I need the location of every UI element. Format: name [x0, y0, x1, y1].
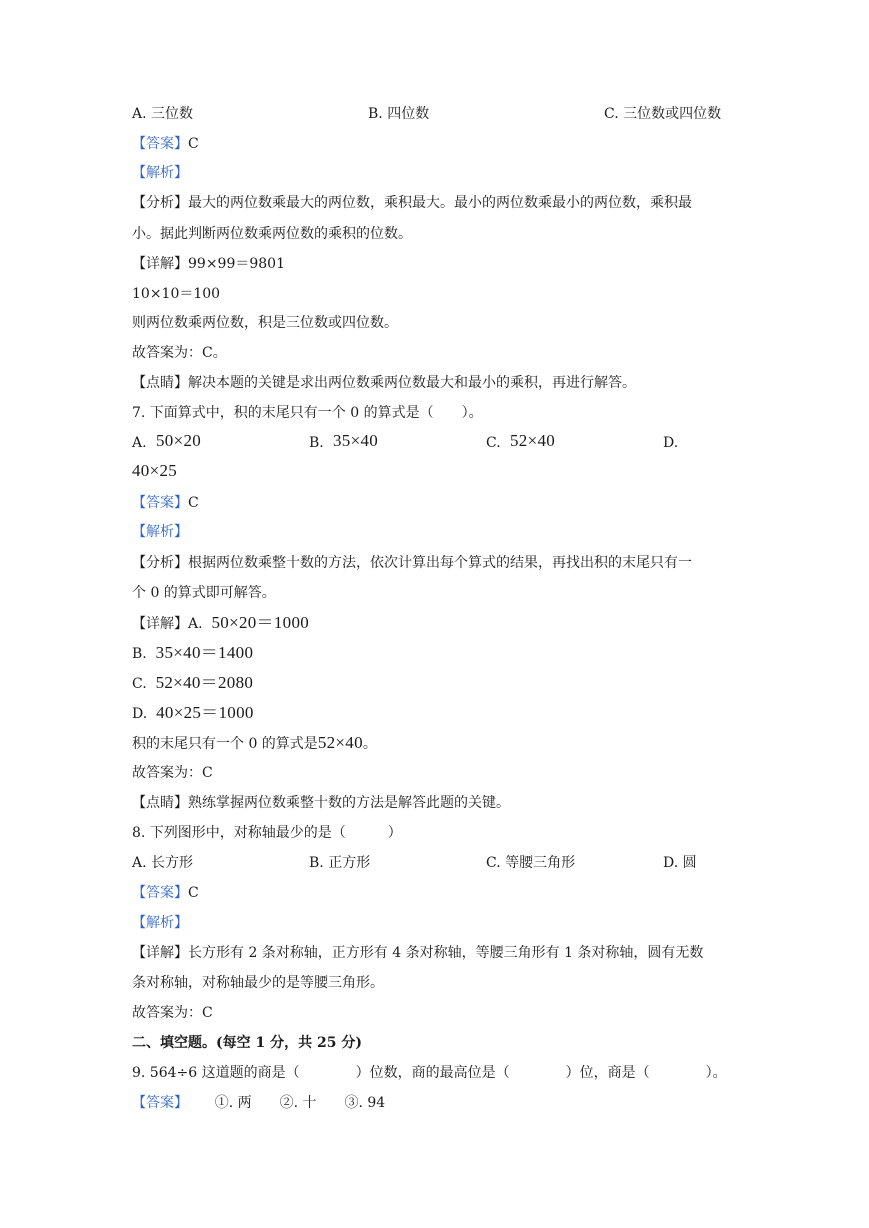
- q7-fenxi-line1: [132, 554, 692, 572]
- q9-question: 9. 564÷6 这道题的商是（ ）位数，商的最高位是（ ）位，商是（ ）。: [132, 1065, 727, 1081]
- q7-dianjing: [132, 794, 510, 812]
- q7-fenxi-line2: 个 0 的算式即可解答。: [132, 585, 276, 601]
- q8-question: 8. 下列图形中，对称轴最少的是（ ）: [132, 825, 402, 841]
- fenxi-tag: 【分析】: [132, 555, 188, 571]
- q7-option-d-label: D.: [663, 435, 679, 451]
- result-prefix: 积的末尾只有一个 0 的算式是: [132, 736, 318, 752]
- q7-detail-d: [132, 704, 254, 723]
- q8-detail-line2: 条对称轴，对称轴最少的是等腰三角形。: [132, 975, 384, 991]
- answer-values: ①. 两 ②. 十 ③. 94: [214, 1095, 386, 1111]
- q7-answer: [132, 494, 199, 512]
- fenxi-tag: 【分析】: [132, 195, 188, 211]
- answer-tag: 【答案】: [132, 136, 188, 152]
- detail-tag: 【详解】: [132, 256, 188, 272]
- q7-option-d-expr: 40×25: [132, 461, 178, 480]
- dianjing-tag: 【点睛】: [132, 795, 188, 811]
- answer-tag: 【答案】: [132, 1095, 188, 1111]
- q7-detail-b: [132, 644, 253, 663]
- q6-detail-line1: [132, 255, 285, 273]
- q6-detail-line3: 则两位数乘两位数，积是三位数或四位数。: [132, 315, 398, 331]
- q6-answer: [132, 135, 199, 153]
- q8-option-b: B. 正方形: [309, 855, 371, 871]
- q7-detail-a: [132, 614, 309, 633]
- q8-conclusion: 故答案为：C: [132, 1005, 213, 1021]
- q7-analysis-tag: 【解析】: [132, 524, 188, 540]
- q7-option-b-label: B.: [309, 435, 324, 451]
- answer-value: C: [188, 495, 199, 511]
- q6-fenxi-line1: [132, 194, 692, 212]
- detail-text: 99×99＝9801: [188, 256, 285, 272]
- q8-option-a: A. 长方形: [132, 855, 194, 871]
- q7-detail-c: [132, 674, 253, 693]
- q7-option-b-expr: 35×40: [333, 431, 379, 450]
- q8-option-c: C. 等腰三角形: [486, 855, 576, 871]
- fenxi-text: 根据两位数乘整十数的方法，依次计算出每个算式的结果，再找出积的末尾只有一: [188, 555, 692, 571]
- q7-conclusion: 故答案为：C: [132, 765, 213, 781]
- q6-option-c: C. 三位数或四位数: [604, 106, 722, 122]
- detail-label: C.: [132, 676, 147, 692]
- detail-text: 长方形有 2 条对称轴，正方形有 4 条对称轴，等腰三角形有 1 条对称轴，圆有无数: [188, 945, 704, 961]
- detail-label: D.: [132, 706, 148, 722]
- fenxi-text: 最大的两位数乘最大的两位数，乘积最大。最小的两位数乘最小的两位数，乘积最: [188, 195, 692, 211]
- section-heading: 二、填空题。(每空 1 分，共 25 分): [132, 1035, 362, 1051]
- result-suffix: 。: [362, 736, 377, 752]
- q6-detail-line2: 10×10＝100: [132, 286, 221, 302]
- detail-tag: 【详解】: [132, 945, 188, 961]
- q7-option-c-expr: 52×40: [510, 431, 556, 450]
- result-expr: 52×40: [317, 733, 363, 752]
- q7-option-a-label: A.: [132, 435, 147, 451]
- dianjing-tag: 【点睛】: [132, 375, 188, 391]
- detail-label: B.: [132, 646, 147, 662]
- q7-result: [132, 734, 377, 753]
- answer-tag: 【答案】: [132, 495, 188, 511]
- q8-analysis-tag: 【解析】: [132, 915, 188, 931]
- q9-answer: [132, 1094, 385, 1112]
- q6-conclusion: 故答案为：C。: [132, 345, 227, 361]
- q7-question: 7. 下面算式中，积的末尾只有一个 0 的算式是（ ）。: [132, 405, 483, 421]
- q6-analysis-tag: 【解析】: [132, 165, 188, 181]
- q8-answer: [132, 884, 199, 902]
- dianjing-text: 熟练掌握两位数乘整十数的方法是解答此题的关键。: [188, 795, 510, 811]
- answer-value: C: [188, 885, 199, 901]
- detail-expr: 35×40＝1400: [155, 643, 254, 662]
- detail-expr: 52×40＝2080: [155, 673, 254, 692]
- q6-dianjing: [132, 374, 636, 392]
- q6-fenxi-line2: 小。据此判断两位数乘两位数的乘积的位数。: [132, 226, 412, 242]
- answer-value: C: [188, 136, 199, 152]
- q7-option-a-expr: 50×20: [156, 431, 202, 450]
- q8-option-d: D. 圆: [663, 855, 697, 871]
- detail-label: A.: [188, 616, 203, 632]
- q6-option-a: A. 三位数: [132, 106, 194, 122]
- q8-detail-line1: [132, 944, 703, 962]
- dianjing-text: 解决本题的关键是求出两位数乘两位数最大和最小的乘积，再进行解答。: [188, 375, 636, 391]
- q7-option-c-label: C.: [486, 435, 501, 451]
- answer-tag: 【答案】: [132, 885, 188, 901]
- detail-expr: 40×25＝1000: [156, 703, 254, 722]
- detail-tag: 【详解】: [132, 616, 188, 632]
- q6-option-b: B. 四位数: [368, 106, 430, 122]
- detail-expr: 50×20＝1000: [211, 613, 310, 632]
